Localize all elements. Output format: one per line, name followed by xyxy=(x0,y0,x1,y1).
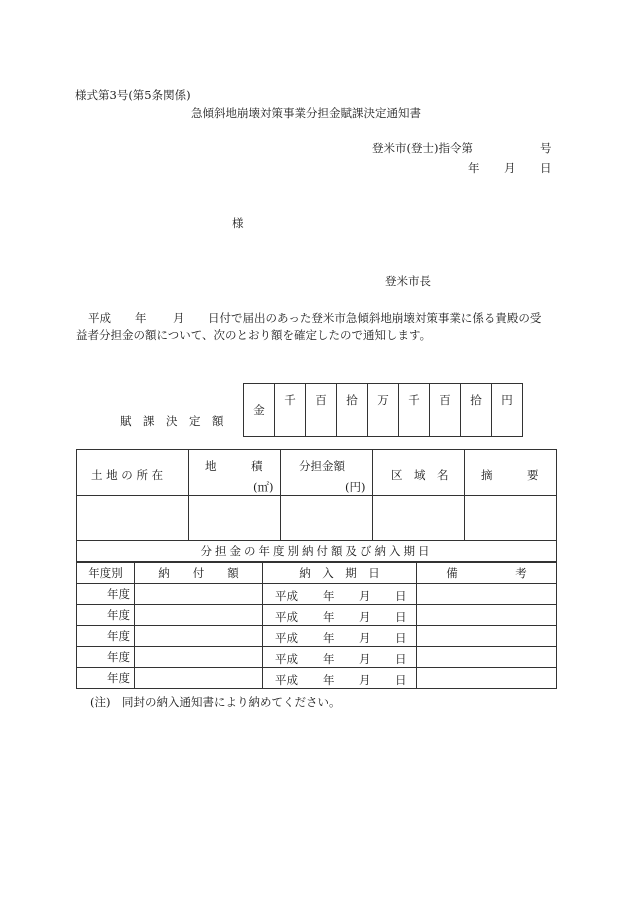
header-zone xyxy=(373,450,465,496)
digit-thousand-man: 千 xyxy=(275,384,306,437)
header-zone-text: 区 域 名 xyxy=(391,468,449,482)
table-row xyxy=(77,626,557,647)
issue-date-day: 日 xyxy=(540,161,552,175)
due-day: 日 xyxy=(395,610,407,624)
due-era: 平成 xyxy=(275,610,298,624)
row-due-date xyxy=(263,626,417,647)
row-due-date xyxy=(263,668,417,689)
cell-area xyxy=(189,496,281,541)
amount-box xyxy=(243,383,523,437)
footnote: (注) 同封の納入通知書により納めてください。 xyxy=(90,695,341,709)
due-year: 年 xyxy=(323,631,335,645)
table-row xyxy=(77,605,557,626)
issuer-name: 登米市長 xyxy=(385,274,431,288)
reference-number-suffix: 号 xyxy=(540,141,552,155)
body-year: 年 xyxy=(135,311,147,325)
cell-summary xyxy=(465,496,557,541)
document-title: 急傾斜地崩壊対策事業分担金賦課決定通知書 xyxy=(191,106,421,120)
row-fiscal-year: 年度 xyxy=(77,584,135,605)
row-amount xyxy=(135,605,263,626)
digit-hundred-man: 百 xyxy=(306,384,337,437)
due-month: 月 xyxy=(359,652,371,666)
digit-ten: 拾 xyxy=(461,384,492,437)
header-location-text: 土 地 の 所 在 xyxy=(91,468,164,482)
issue-date-month: 月 xyxy=(504,161,516,175)
row-due-date xyxy=(263,584,417,605)
digit-man: 万 xyxy=(368,384,399,437)
row-amount xyxy=(135,626,263,647)
body-line2-text: 益者分担金の額について、次のとおり額を確定したので通知します。 xyxy=(76,328,432,342)
header-remarks: 備 考 xyxy=(417,563,557,584)
row-amount xyxy=(135,647,263,668)
due-year: 年 xyxy=(323,589,335,603)
body-month: 月 xyxy=(173,311,185,325)
issue-date-year: 年 xyxy=(468,161,480,175)
row-remarks xyxy=(417,584,557,605)
row-fiscal-year: 年度 xyxy=(77,605,135,626)
due-month: 月 xyxy=(359,589,371,603)
due-month: 月 xyxy=(359,610,371,624)
header-share-unit: (円) xyxy=(345,480,366,494)
row-amount xyxy=(135,668,263,689)
row-remarks xyxy=(417,626,557,647)
header-location xyxy=(77,450,189,496)
digit-thousand: 千 xyxy=(399,384,430,437)
header-fiscal-year: 年度別 xyxy=(77,563,135,584)
due-era: 平成 xyxy=(275,673,298,687)
digit-hundred: 百 xyxy=(430,384,461,437)
header-due-date: 納 入 期 日 xyxy=(263,563,417,584)
header-area-unit: (㎡) xyxy=(253,480,274,494)
header-summary xyxy=(465,450,557,496)
due-day: 日 xyxy=(395,652,407,666)
table-row xyxy=(77,584,557,605)
cell-share xyxy=(281,496,373,541)
row-fiscal-year: 年度 xyxy=(77,647,135,668)
due-month: 月 xyxy=(359,631,371,645)
payment-schedule-table xyxy=(76,562,557,689)
reference-number-label: 登米市(登士)指令第 xyxy=(372,141,473,155)
due-year: 年 xyxy=(323,673,335,687)
cell-zone xyxy=(373,496,465,541)
due-era: 平成 xyxy=(275,652,298,666)
digit-ten-man: 拾 xyxy=(337,384,368,437)
land-table xyxy=(76,449,557,562)
header-area xyxy=(189,450,281,496)
due-day: 日 xyxy=(395,673,407,687)
row-remarks xyxy=(417,668,557,689)
header-summary-text: 摘 要 xyxy=(481,468,539,482)
kin-label: 金 xyxy=(244,384,275,437)
digit-yen: 円 xyxy=(492,384,523,437)
row-remarks xyxy=(417,605,557,626)
due-era: 平成 xyxy=(275,589,298,603)
table-row xyxy=(77,647,557,668)
body-era: 平成 xyxy=(88,311,111,325)
due-day: 日 xyxy=(395,589,407,603)
due-year: 年 xyxy=(323,652,335,666)
schedule-section-title: 分担金の年度別納付額及び納入期日 xyxy=(77,541,557,562)
due-day: 日 xyxy=(395,631,407,645)
table-row xyxy=(77,668,557,689)
addressee-suffix: 様 xyxy=(232,216,244,230)
body-line1-text: 日付で届出のあった登米市急傾斜地崩壊対策事業に係る貴殿の受 xyxy=(208,311,542,325)
header-area-text: 地 積 xyxy=(205,459,263,473)
row-due-date xyxy=(263,605,417,626)
row-amount xyxy=(135,584,263,605)
cell-location xyxy=(77,496,189,541)
header-share-text: 分担金額 xyxy=(299,459,345,473)
due-year: 年 xyxy=(323,610,335,624)
form-number: 様式第3号(第5条関係) xyxy=(75,88,191,102)
due-month: 月 xyxy=(359,673,371,687)
row-fiscal-year: 年度 xyxy=(77,626,135,647)
row-remarks xyxy=(417,647,557,668)
row-fiscal-year: 年度 xyxy=(77,668,135,689)
assessed-amount-label: 賦 課 決 定 額 xyxy=(120,414,224,428)
header-payment-amount: 納 付 額 xyxy=(135,563,263,584)
row-due-date xyxy=(263,647,417,668)
header-share xyxy=(281,450,373,496)
due-era: 平成 xyxy=(275,631,298,645)
